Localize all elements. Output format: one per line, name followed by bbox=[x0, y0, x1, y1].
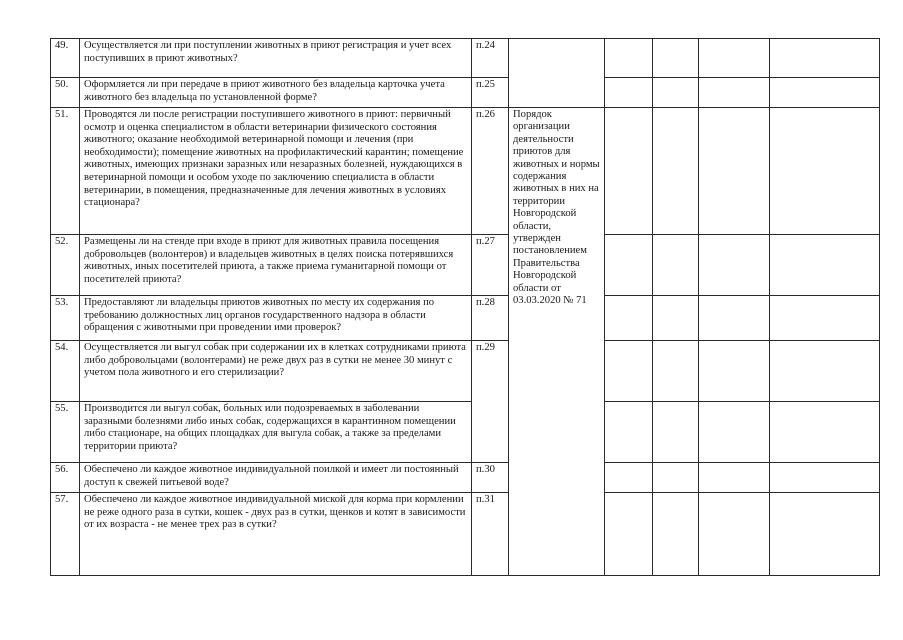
row-number: 49. bbox=[51, 39, 80, 78]
answer-na-cell[interactable] bbox=[699, 78, 770, 108]
answer-no-cell[interactable] bbox=[653, 402, 699, 463]
answer-yes-cell[interactable] bbox=[605, 402, 653, 463]
answer-yes-cell[interactable] bbox=[605, 108, 653, 235]
table-row bbox=[51, 235, 880, 296]
answer-na-cell[interactable] bbox=[699, 235, 770, 296]
paragraph-ref: п.31 bbox=[472, 493, 509, 576]
answer-no-cell[interactable] bbox=[653, 493, 699, 576]
row-number: 52. bbox=[51, 235, 80, 296]
paragraph-ref: п.25 bbox=[472, 78, 509, 108]
answer-no-cell[interactable] bbox=[653, 108, 699, 235]
empty-cell bbox=[509, 39, 605, 108]
row-number: 50. bbox=[51, 78, 80, 108]
question-text: Предоставляют ли владельцы приютов животных по месту их содержания по требованию должностных лиц органов государственного надзора в области обращения с животными при проведении ими проверок? bbox=[80, 296, 472, 341]
question-text: Оформляется ли при передаче в приют животного без владельца карточка учета животного без владельца по установленной форме? bbox=[80, 78, 472, 108]
notes-cell[interactable] bbox=[770, 296, 880, 341]
question-text: Осуществляется ли при поступлении животных в приют регистрация и учет всех поступивших в приют животных? bbox=[80, 39, 472, 78]
table-row bbox=[51, 493, 880, 576]
answer-na-cell[interactable] bbox=[699, 296, 770, 341]
row-number: 57. bbox=[51, 493, 80, 576]
answer-yes-cell[interactable] bbox=[605, 493, 653, 576]
answer-na-cell[interactable] bbox=[699, 39, 770, 78]
table-row bbox=[51, 402, 880, 463]
notes-cell[interactable] bbox=[770, 402, 880, 463]
table-row bbox=[51, 341, 880, 402]
row-number: 55. bbox=[51, 402, 80, 463]
answer-no-cell[interactable] bbox=[653, 463, 699, 493]
answer-yes-cell[interactable] bbox=[605, 341, 653, 402]
table-row bbox=[51, 108, 880, 235]
notes-cell[interactable] bbox=[770, 78, 880, 108]
answer-no-cell[interactable] bbox=[653, 78, 699, 108]
table-row bbox=[51, 296, 880, 341]
answer-no-cell[interactable] bbox=[653, 341, 699, 402]
answer-yes-cell[interactable] bbox=[605, 235, 653, 296]
row-number: 51. bbox=[51, 108, 80, 235]
notes-cell[interactable] bbox=[770, 341, 880, 402]
answer-yes-cell[interactable] bbox=[605, 463, 653, 493]
table-row bbox=[51, 78, 880, 108]
checklist-table bbox=[50, 38, 880, 576]
paragraph-ref: п.28 bbox=[472, 296, 509, 341]
question-text: Осуществляется ли выгул собак при содержании их в клетках сотрудниками приюта либо добровольцами (волонтерами) не реже двух раз в сутки не менее 30 минут с учетом пола животного и его стерилизации? bbox=[80, 341, 472, 402]
legal-document-reference: Порядок организации деятельности приютов для животных и нормы содержания животных в них на территории Новгородской области, утвержден постановлением Правительства Новгородской области от 03.03.2020 № 71 bbox=[509, 108, 605, 576]
row-number: 53. bbox=[51, 296, 80, 341]
answer-yes-cell[interactable] bbox=[605, 78, 653, 108]
question-text: Обеспечено ли каждое животное индивидуальной поилкой и имеет ли постоянный доступ к свежей питьевой воде? bbox=[80, 463, 472, 493]
question-text: Проводятся ли после регистрации поступившего животного в приют: первичный осмотр и оценка специалистом в области ветеринарии физического состояния животного; оказание необходимой ветеринарной помощи и лечения (при необходимости); помещение животных на профилактический карантин; помещение животных, имеющих признаки заразных или незаразных болезней, нуждающихся в ветеринарной помощи и особом уходе по заключению специалиста в области ветеринарии, в помещения, предназначенные для лечения животных в условиях стационара? bbox=[80, 108, 472, 235]
paragraph-ref: п.27 bbox=[472, 235, 509, 296]
row-number: 54. bbox=[51, 341, 80, 402]
answer-no-cell[interactable] bbox=[653, 296, 699, 341]
notes-cell[interactable] bbox=[770, 493, 880, 576]
notes-cell[interactable] bbox=[770, 108, 880, 235]
notes-cell[interactable] bbox=[770, 39, 880, 78]
notes-cell[interactable] bbox=[770, 235, 880, 296]
paragraph-ref: п.29 bbox=[472, 341, 509, 463]
table-row bbox=[51, 463, 880, 493]
answer-no-cell[interactable] bbox=[653, 39, 699, 78]
answer-yes-cell[interactable] bbox=[605, 39, 653, 78]
answer-na-cell[interactable] bbox=[699, 341, 770, 402]
paragraph-ref: п.26 bbox=[472, 108, 509, 235]
question-text: Обеспечено ли каждое животное индивидуальной миской для корма при кормлении не реже одного раза в сутки, кошек - двух раз в сутки, щенков и котят в зависимости от их возраста - не менее трех раз в сутки? bbox=[80, 493, 472, 576]
paragraph-ref: п.30 bbox=[472, 463, 509, 493]
answer-yes-cell[interactable] bbox=[605, 296, 653, 341]
answer-no-cell[interactable] bbox=[653, 235, 699, 296]
question-text: Производится ли выгул собак, больных или подозреваемых в заболевании заразными болезнями либо иных собак, содержащихся в карантинном помещении либо стационаре, на общих площадках для выгула собак, а также за пределами территории приюта? bbox=[80, 402, 472, 463]
row-number: 56. bbox=[51, 463, 80, 493]
table-row bbox=[51, 39, 880, 78]
answer-na-cell[interactable] bbox=[699, 493, 770, 576]
answer-na-cell[interactable] bbox=[699, 463, 770, 493]
answer-na-cell[interactable] bbox=[699, 402, 770, 463]
notes-cell[interactable] bbox=[770, 463, 880, 493]
question-text: Размещены ли на стенде при входе в приют для животных правила посещения добровольцев (волонтеров) и владельцев животных в целях поиска потерявшихся животных, иных посетителей приюта, а также приема гуманитарной помощи от посетителей приюта? bbox=[80, 235, 472, 296]
answer-na-cell[interactable] bbox=[699, 108, 770, 235]
paragraph-ref: п.24 bbox=[472, 39, 509, 78]
